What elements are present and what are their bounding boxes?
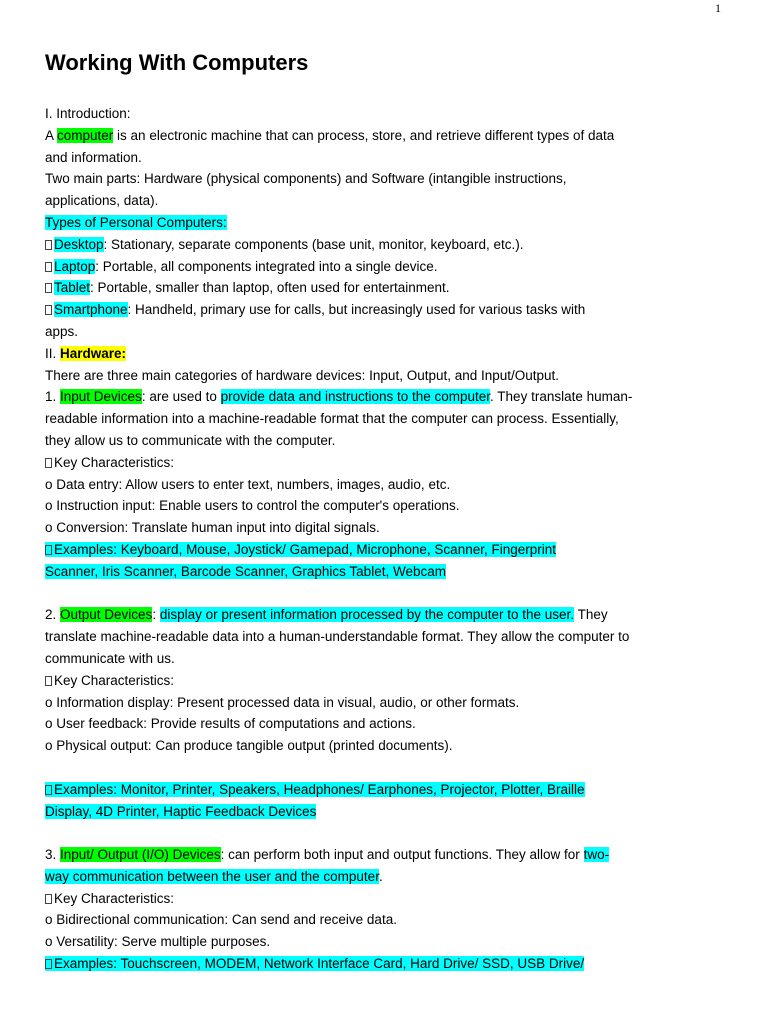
document-title: Working With Computers xyxy=(45,50,309,75)
computer-term-highlight: computer xyxy=(57,127,114,143)
bullet-icon xyxy=(45,545,52,555)
input-key-heading: Key Characteristics: xyxy=(54,454,175,470)
type-item-tablet xyxy=(45,277,705,299)
input-mid-text: : are used to xyxy=(141,389,221,405)
io-mid-text: : can perform both input and output functions. They allow for xyxy=(220,847,584,863)
bullet-icon xyxy=(45,458,52,468)
output-number: 2. xyxy=(45,607,61,623)
io-devices-line-2 xyxy=(45,866,705,888)
output-examples-text: Examples: Monitor, Printer, Speakers, Headphones/ Earphones, Projector, Plotter, Braille xyxy=(54,781,585,797)
main-parts-line-2: applications, data). xyxy=(45,193,159,209)
definition-prefix: A xyxy=(45,127,58,143)
type-term: Tablet xyxy=(54,280,91,296)
io-purpose-highlight: two- xyxy=(583,847,610,863)
hardware-summary: There are three main categories of hardware devices: Input, Output, and Input/Output. xyxy=(45,367,560,383)
io-devices-term: Input/ Output (I/O) Devices xyxy=(60,847,221,863)
type-description: : Portable, all components integrated into a single device. xyxy=(95,258,438,274)
input-devices-line-1 xyxy=(45,386,705,408)
output-characteristic: o Physical output: Can produce tangible output (printed documents). xyxy=(45,738,453,754)
spacer xyxy=(45,822,705,844)
io-characteristic: o Bidirectional communication: Can send and receive data. xyxy=(45,912,397,928)
output-devices-line-1 xyxy=(45,604,705,626)
io-end-text: . xyxy=(378,868,383,884)
output-devices-line-3: communicate with us. xyxy=(45,650,175,666)
output-devices-line-2: translate machine-readable data into a human-understandable format. They allow the computer to xyxy=(45,629,630,645)
hardware-heading-line xyxy=(45,343,705,365)
input-examples-highlight: Scanner, Iris Scanner, Barcode Scanner, Graphics Tablet, Webcam xyxy=(45,563,446,579)
type-item-smartphone xyxy=(45,299,705,321)
io-devices-line-1 xyxy=(45,844,705,866)
io-examples-line-1 xyxy=(45,953,705,975)
input-examples-line-2 xyxy=(45,561,705,583)
input-devices-line-3: they allow us to communicate with the computer. xyxy=(45,432,336,448)
input-purpose-highlight: provide data and instructions to the computer xyxy=(220,389,491,405)
io-examples-highlight xyxy=(45,956,584,971)
input-number: 1. xyxy=(45,389,61,405)
input-examples-line-1 xyxy=(45,539,705,561)
type-term: Desktop xyxy=(54,236,104,252)
input-devices-line-2: readable information into a machine-readable format that the computer can process. Essentially, xyxy=(45,411,619,427)
types-continuation: apps. xyxy=(45,323,79,339)
output-devices-term: Output Devices xyxy=(60,607,153,623)
types-heading-line xyxy=(45,212,705,234)
io-examples-text: Examples: Touchscreen, MODEM, Network Interface Card, Hard Drive/ SSD, USB Drive/ xyxy=(54,956,585,972)
definition-continuation: and information. xyxy=(45,149,142,165)
spacer xyxy=(45,583,705,605)
intro-definition xyxy=(45,125,705,147)
io-key-heading-line xyxy=(45,888,705,910)
io-key-heading: Key Characteristics: xyxy=(54,890,175,906)
spacer xyxy=(45,757,705,779)
input-examples-highlight xyxy=(45,542,556,557)
type-item-desktop xyxy=(45,234,705,256)
page-number: 1 xyxy=(715,1,721,15)
type-term: Laptop xyxy=(54,258,96,274)
type-description: : Handheld, primary use for calls, but increasingly used for various tasks with xyxy=(127,302,586,318)
main-parts-line-1: Two main parts: Hardware (physical components) and Software (intangible instructions, xyxy=(45,171,567,187)
input-characteristic: o Conversion: Translate human input into digital signals. xyxy=(45,520,380,536)
output-examples-highlight xyxy=(45,782,585,797)
intro-heading: I. Introduction: xyxy=(45,106,131,121)
input-devices-term: Input Devices xyxy=(60,389,142,405)
output-characteristic: o Information display: Present processed data in visual, audio, or other formats. xyxy=(45,694,520,710)
io-characteristic: o Versatility: Serve multiple purposes. xyxy=(45,934,271,950)
output-key-heading: Key Characteristics: xyxy=(54,672,175,688)
hardware-heading-highlight: Hardware: xyxy=(60,345,127,361)
io-purpose-highlight: way communication between the user and the computer xyxy=(45,868,379,884)
io-number: 3. xyxy=(45,847,61,863)
bullet-icon xyxy=(45,785,52,795)
bullet-icon xyxy=(45,305,52,315)
output-characteristic: o User feedback: Provide results of computations and actions. xyxy=(45,716,416,732)
output-examples-line-1 xyxy=(45,779,705,801)
output-rest-text: They xyxy=(574,607,608,623)
bullet-icon xyxy=(45,676,52,686)
definition-text: is an electronic machine that can process, store, and retrieve different types of data xyxy=(113,127,615,143)
output-examples-line-2 xyxy=(45,801,705,823)
bullet-icon xyxy=(45,959,52,969)
types-heading-highlight: Types of Personal Computers: xyxy=(45,214,227,230)
input-characteristic: o Instruction input: Enable users to control the computer's operations. xyxy=(45,498,460,514)
bullet-icon xyxy=(45,894,52,904)
output-key-heading-line xyxy=(45,670,705,692)
type-item-laptop xyxy=(45,256,705,278)
input-characteristic: o Data entry: Allow users to enter text, numbers, images, audio, etc. xyxy=(45,476,451,492)
input-key-heading-line xyxy=(45,452,705,474)
type-description: : Portable, smaller than laptop, often used for entertainment. xyxy=(90,280,450,296)
bullet-icon xyxy=(45,262,52,272)
input-examples-text: Examples: Keyboard, Mouse, Joystick/ Gamepad, Microphone, Scanner, Fingerprint xyxy=(54,541,556,557)
output-colon: : xyxy=(152,607,160,623)
output-purpose-highlight: display or present information processed by the computer to the user. xyxy=(159,607,575,623)
type-term: Smartphone xyxy=(54,302,128,318)
bullet-icon xyxy=(45,283,52,293)
bullet-icon xyxy=(45,240,52,250)
hardware-prefix: II. xyxy=(45,345,61,361)
document-body xyxy=(45,103,705,975)
type-description: : Stationary, separate components (base unit, monitor, keyboard, etc.). xyxy=(103,236,524,252)
output-examples-highlight: Display, 4D Printer, Haptic Feedback Devices xyxy=(45,803,317,819)
input-rest-text: . They translate human- xyxy=(490,389,633,405)
